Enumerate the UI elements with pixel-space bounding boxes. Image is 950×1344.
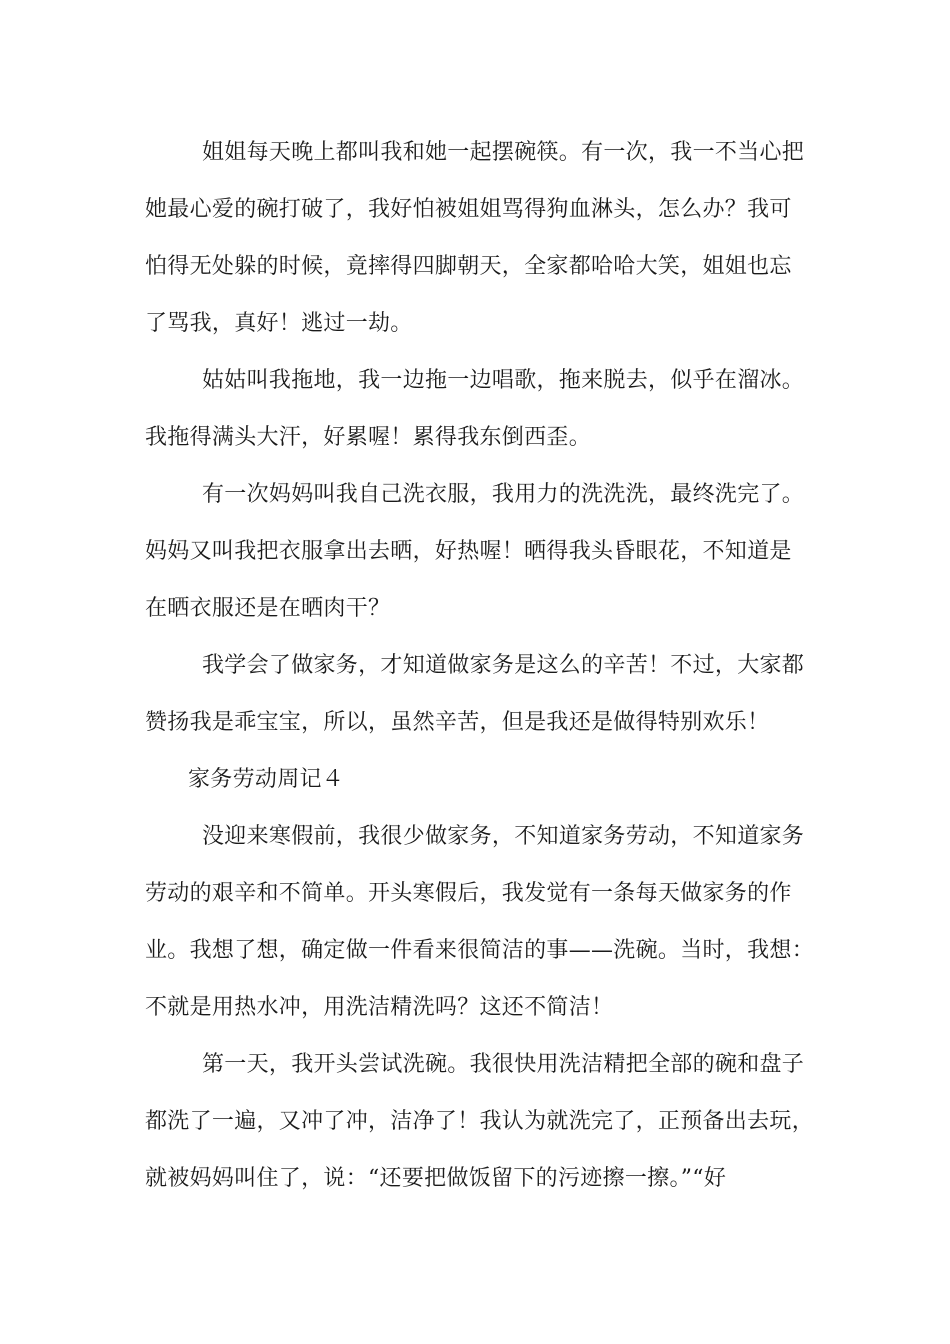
paragraph-2-line-2: 我拖得满头大汗，好累喔！累得我东倒西歪。 <box>145 425 592 450</box>
paragraph-3-line-3: 在晒衣服还是在晒肉干？ <box>145 596 391 621</box>
paragraph-5-line-1: 没迎来寒假前，我很少做家务，不知道家务劳动，不知道家务 <box>202 824 805 849</box>
paragraph-5-line-2: 劳动的艰辛和不简单。开头寒假后，我发觉有一条每天做家务的作 <box>145 881 792 906</box>
paragraph-1-line-3: 怕得无处躲的时候，竟摔得四脚朝天，全家都哈哈大笑，姐姐也忘 <box>145 254 792 279</box>
paragraph-6-line-2: 都洗了一遍，又冲了冲，洁净了！我认为就洗完了，正预备出去玩， <box>145 1109 815 1134</box>
paragraph-1-line-4: 了骂我，真好！逃过一劫。 <box>145 311 413 336</box>
paragraph-6-line-3: 就被妈妈叫住了，说：“还要把做饭留下的污迹擦一擦。”“好 <box>145 1166 727 1191</box>
paragraph-4-line-2: 赞扬我是乖宝宝，所以，虽然辛苦，但是我还是做得特别欢乐！ <box>145 710 770 735</box>
paragraph-2-line-1: 姑姑叫我拖地，我一边拖一边唱歌，拖来脱去，似乎在溜冰。 <box>202 368 805 393</box>
paragraph-6-line-1: 第一天，我开头尝试洗碗。我很快用洗洁精把全部的碗和盘子 <box>202 1052 805 1077</box>
paragraph-4-line-1: 我学会了做家务，才知道做家务是这么的辛苦！不过，大家都 <box>202 653 805 678</box>
paragraph-1-line-1: 姐姐每天晚上都叫我和她一起摆碗筷。有一次，我一不当心把 <box>202 140 805 165</box>
paragraph-5-line-3: 业。我想了想，确定做一件看来很简洁的事——洗碗。当时，我想： <box>145 938 815 963</box>
paragraph-1-line-2: 她最心爱的碗打破了，我好怕被姐姐骂得狗血淋头，怎么办？我可 <box>145 197 792 222</box>
paragraph-5-line-4: 不就是用热水冲，用洗洁精洗吗？这还不简洁！ <box>145 995 614 1020</box>
paragraph-3-line-2: 妈妈又叫我把衣服拿出去晒，好热喔！晒得我头昏眼花，不知道是 <box>145 539 792 564</box>
section-heading: 家务劳动周记４ <box>188 767 345 792</box>
paragraph-3-line-1: 有一次妈妈叫我自己洗衣服，我用力的洗洗洗，最终洗完了。 <box>202 482 805 507</box>
